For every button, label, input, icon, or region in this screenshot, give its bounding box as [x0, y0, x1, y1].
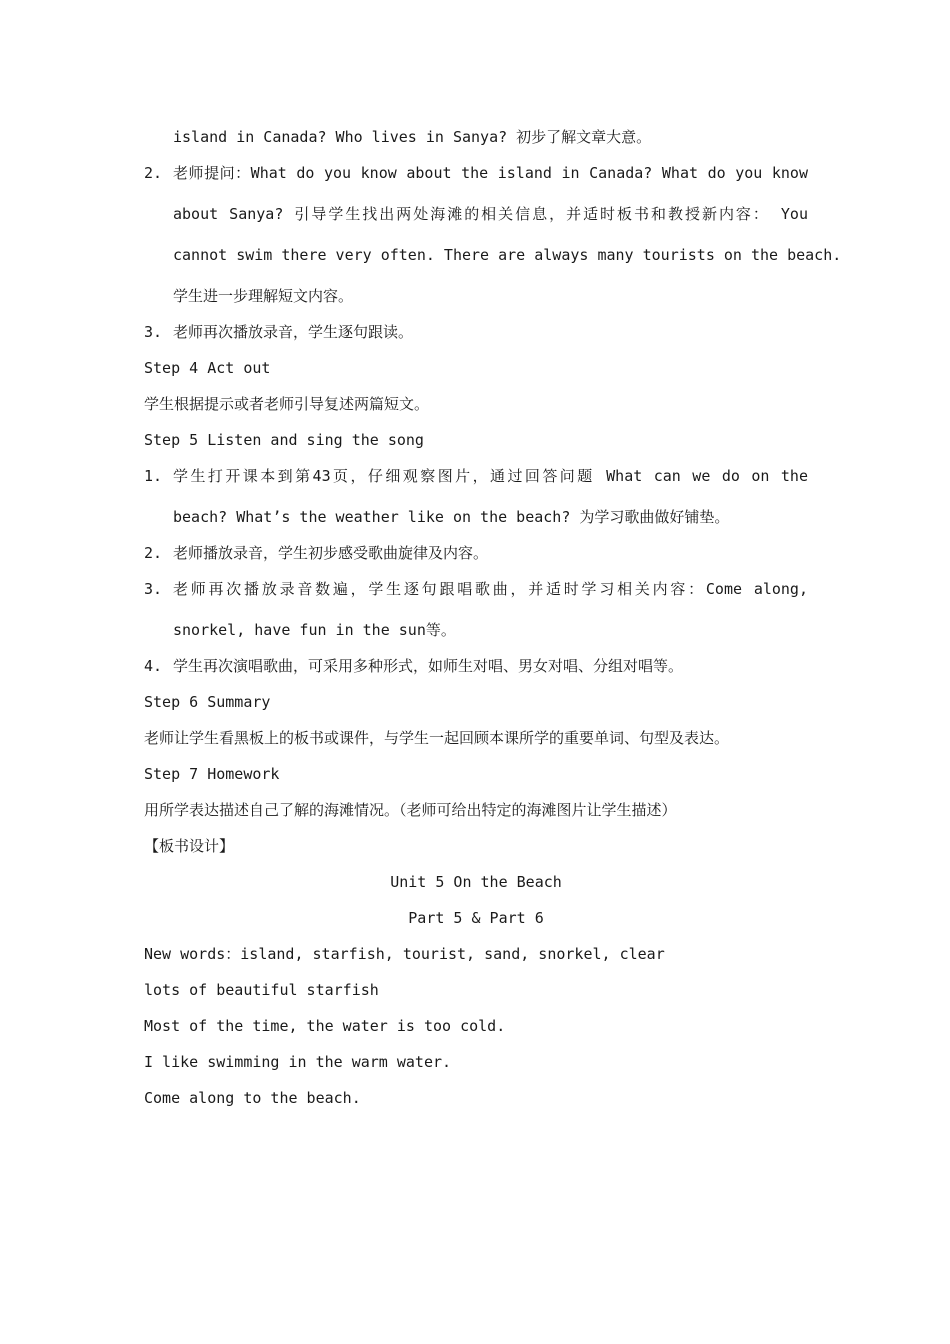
- list-number: 2.: [144, 544, 163, 562]
- paragraph-line: 用所学表达描述自己了解的海滩情况。（老师可给出特定的海滩图片让学生描述）: [144, 801, 677, 819]
- paragraph-line: beach? What’s the weather like on the beach? 为学习歌曲做好铺垫。: [173, 508, 730, 526]
- list-number: 3.: [144, 323, 163, 341]
- step-heading: Step 5 Listen and sing the song: [144, 431, 424, 449]
- board-line: Come along to the beach.: [144, 1089, 361, 1107]
- section-heading: 【板书设计】: [144, 837, 235, 855]
- list-number: 2.: [144, 164, 163, 182]
- paragraph-line: 老师再次播放录音数遍，学生逐句跟唱歌曲，并适时学习相关内容：Come along,: [173, 580, 808, 598]
- step-heading: Step 6 Summary: [144, 693, 271, 711]
- board-subtitle: Part 5 & Part 6: [408, 909, 544, 927]
- list-number: 4.: [144, 657, 163, 675]
- list-number: 3.: [144, 580, 163, 598]
- paragraph-line: 老师再次播放录音，学生逐句跟读。: [173, 323, 414, 341]
- paragraph-line: snorkel, have fun in the sun等。: [173, 621, 456, 639]
- board-line: I like swimming in the warm water.: [144, 1053, 452, 1071]
- step-heading: Step 7 Homework: [144, 765, 280, 783]
- paragraph-line: 学生进一步理解短文内容。: [173, 287, 354, 305]
- paragraph-line: 学生再次演唱歌曲，可采用多种形式，如师生对唱、男女对唱、分组对唱等。: [173, 657, 684, 675]
- board-line: lots of beautiful starfish: [144, 981, 379, 999]
- paragraph-line: 老师提问：What do you know about the island in Canada? What do you know: [173, 164, 808, 182]
- paragraph-line: 老师让学生看黑板上的板书或课件，与学生一起回顾本课所学的重要单词、句型及表达。: [144, 729, 730, 747]
- paragraph-line: cannot swim there very often. There are always many tourists on the beach.: [173, 246, 842, 264]
- board-line: New words：island, starfish, tourist, sand, snorkel, clear: [144, 945, 665, 963]
- paragraph-line: 学生根据提示或者老师引导复述两篇短文。: [144, 395, 430, 413]
- paragraph-line: 学生打开课本到第43页，仔细观察图片，通过回答问题 What can we do on the: [173, 467, 808, 485]
- paragraph-line: island in Canada? Who lives in Sanya? 初步了解文章大意。: [173, 128, 652, 146]
- board-title: Unit 5 On the Beach: [390, 873, 562, 891]
- board-line: Most of the time, the water is too cold.: [144, 1017, 506, 1035]
- paragraph-line: about Sanya? 引导学生找出两处海滩的相关信息，并适时板书和教授新内容： You: [173, 205, 808, 223]
- list-number: 1.: [144, 467, 163, 485]
- paragraph-line: 老师播放录音，学生初步感受歌曲旋律及内容。: [173, 544, 489, 562]
- step-heading: Step 4 Act out: [144, 359, 271, 377]
